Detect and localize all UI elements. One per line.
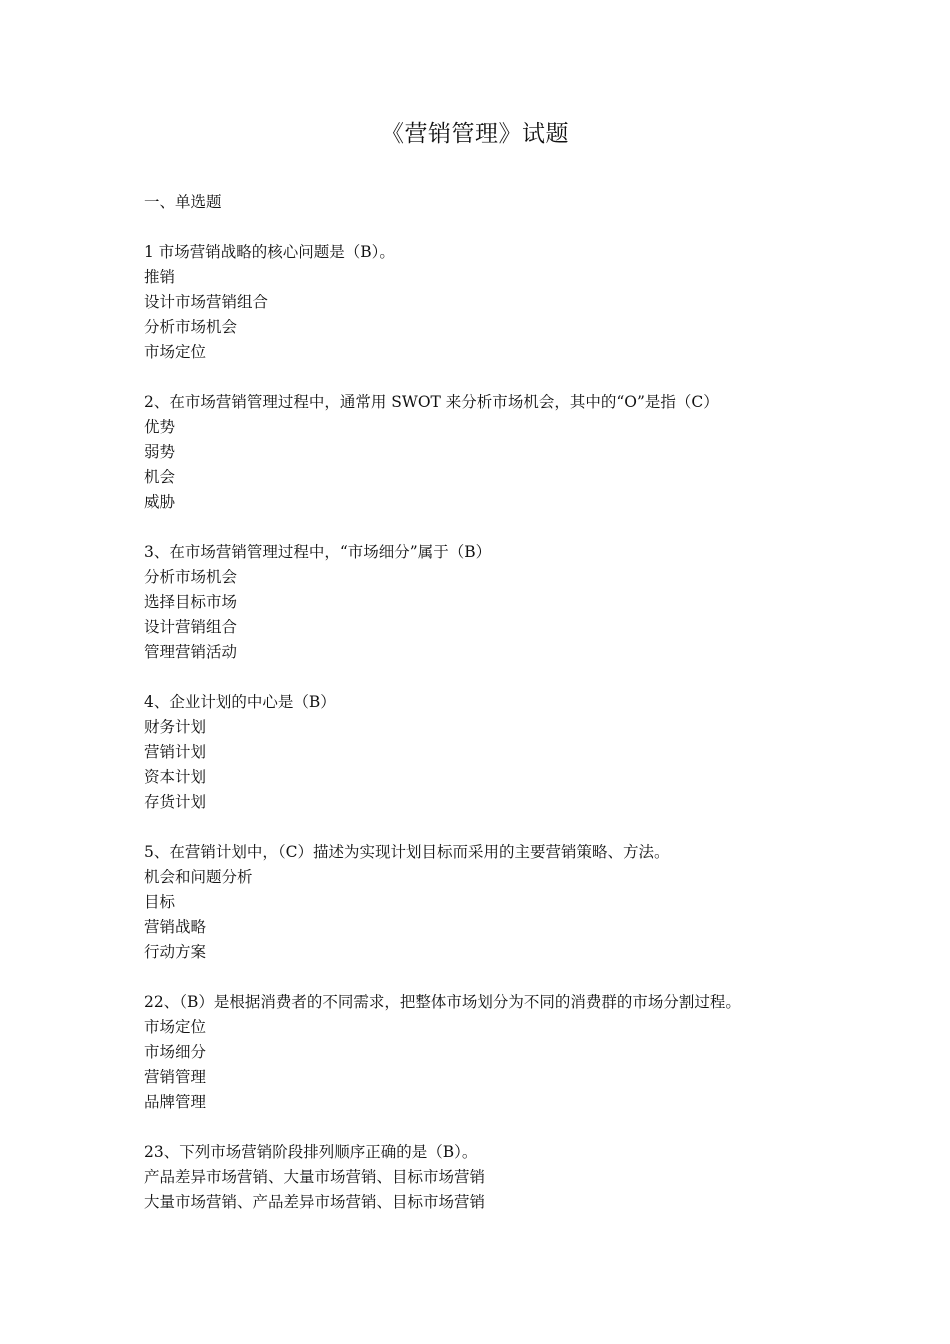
option-d: 管理营销活动 <box>144 643 238 661</box>
option-a: 产品差异市场营销、大量市场营销、目标市场营销 <box>144 1168 486 1186</box>
question-3 <box>144 540 864 665</box>
option-b: 选择目标市场 <box>144 593 238 611</box>
option-a: 分析市场机会 <box>144 568 238 586</box>
option-c: 营销管理 <box>144 1068 207 1086</box>
option-b: 设计市场营销组合 <box>144 293 269 311</box>
option-b: 弱势 <box>144 443 176 461</box>
option-d: 威胁 <box>144 493 176 511</box>
option-b: 目标 <box>144 893 176 911</box>
option-d: 品牌管理 <box>144 1093 207 1111</box>
option-a: 优势 <box>144 418 176 436</box>
question-2 <box>144 390 864 515</box>
document-body <box>144 190 864 1240</box>
question-23 <box>144 1140 864 1215</box>
option-a: 财务计划 <box>144 718 207 736</box>
option-b: 大量市场营销、产品差异市场营销、目标市场营销 <box>144 1193 486 1211</box>
question-stem: 2、在市场营销管理过程中，通常用 SWOT 来分析市场机会，其中的“O”是指（C） <box>144 393 719 411</box>
option-c: 资本计划 <box>144 768 207 786</box>
option-d: 存货计划 <box>144 793 207 811</box>
option-c: 设计营销组合 <box>144 618 238 636</box>
option-c: 营销战略 <box>144 918 207 936</box>
option-d: 行动方案 <box>144 943 207 961</box>
section-heading: 一、单选题 <box>144 193 222 211</box>
option-b: 营销计划 <box>144 743 207 761</box>
option-b: 市场细分 <box>144 1043 207 1061</box>
question-stem: 1 市场营销战略的核心问题是（B）。 <box>144 243 395 261</box>
question-stem: 4、企业计划的中心是（B） <box>144 693 336 711</box>
option-a: 市场定位 <box>144 1018 207 1036</box>
option-d: 市场定位 <box>144 343 207 361</box>
question-stem: 3、在市场营销管理过程中，“市场细分”属于（B） <box>144 543 492 561</box>
question-stem: 22、（B）是根据消费者的不同需求，把整体市场划分为不同的消费群的市场分割过程。 <box>144 993 741 1011</box>
question-stem: 23、下列市场营销阶段排列顺序正确的是（B）。 <box>144 1143 478 1161</box>
page-title: 《营销管理》试题 <box>381 121 569 147</box>
question-4 <box>144 690 864 815</box>
option-a: 机会和问题分析 <box>144 868 253 886</box>
option-a: 推销 <box>144 268 176 286</box>
question-1 <box>144 240 864 365</box>
option-c: 分析市场机会 <box>144 318 238 336</box>
question-5 <box>144 840 864 965</box>
question-22 <box>144 990 864 1115</box>
question-stem: 5、在营销计划中，（C）描述为实现计划目标而采用的主要营销策略、方法。 <box>144 843 670 861</box>
option-c: 机会 <box>144 468 176 486</box>
